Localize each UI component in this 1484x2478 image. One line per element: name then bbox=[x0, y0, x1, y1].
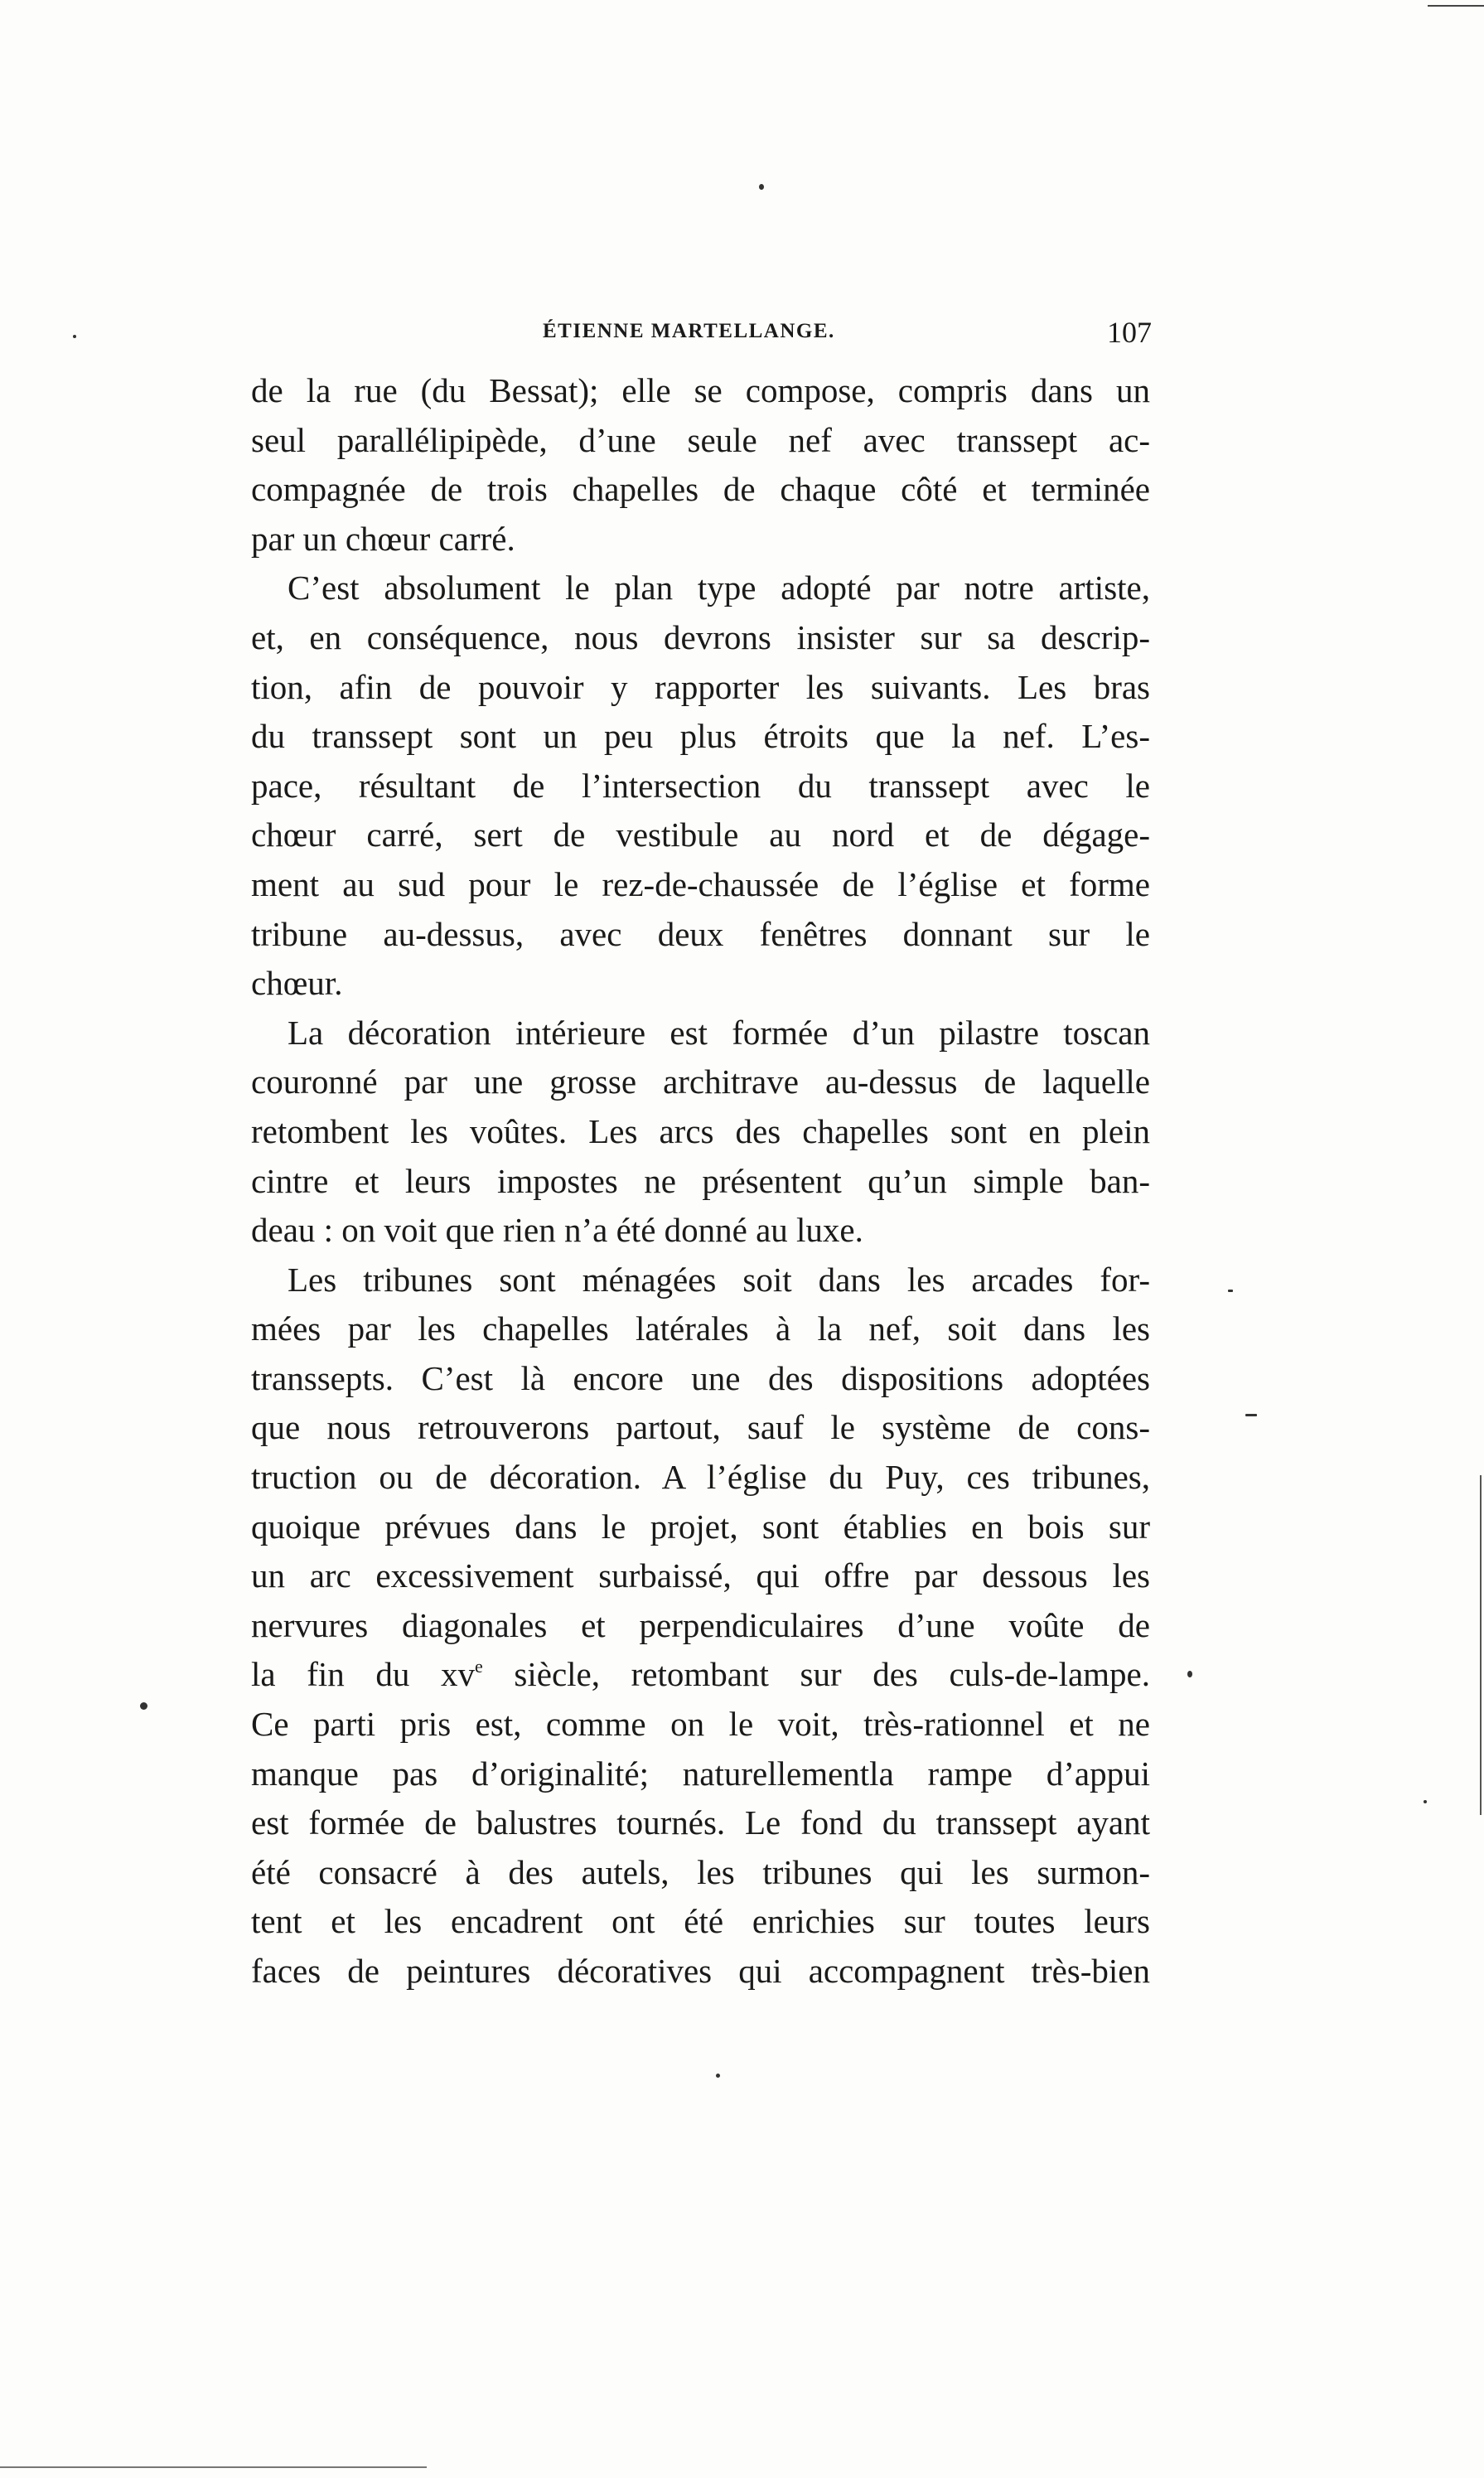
text-line: pace, résultant de l’intersection du transsept avec le bbox=[251, 766, 1150, 805]
text-line: été consacré à des autels, les tribunes qui les surmon- bbox=[251, 1852, 1150, 1891]
page-header bbox=[261, 315, 1152, 356]
scan-speck bbox=[1245, 1414, 1257, 1416]
text-line: La décoration intérieure est formée d’un pilastre toscan bbox=[288, 1013, 1150, 1052]
text-line: transsepts. C’est là encore une des dispositions adoptées bbox=[251, 1358, 1150, 1397]
scan-speck bbox=[1424, 1800, 1427, 1803]
text-line: tribune au-dessus, avec deux fenêtres donnant sur le bbox=[251, 914, 1150, 953]
body-text bbox=[251, 366, 1150, 1996]
scan-speck bbox=[1187, 1671, 1192, 1677]
scan-speck bbox=[1228, 1290, 1233, 1292]
text-line: par un chœur carré. bbox=[251, 519, 515, 558]
scan-speck bbox=[716, 2074, 720, 2078]
scan-speck bbox=[759, 184, 764, 190]
text-line: seul parallélipipède, d’une seule nef avec transsept ac- bbox=[251, 420, 1150, 459]
text-line: couronné par une grosse architrave au-dessus de laquelle bbox=[251, 1062, 1150, 1101]
text-line-with-superscript bbox=[251, 1650, 1150, 1700]
text-line: cintre et leurs impostes ne présentent qu’un simple ban- bbox=[251, 1161, 1150, 1200]
text-line: et, en conséquence, nous devrons insister sur sa descrip- bbox=[251, 617, 1150, 656]
text-line: compagnée de trois chapelles de chaque côté et terminée bbox=[251, 470, 1150, 509]
scan-edge-mark bbox=[1428, 5, 1484, 7]
text-line: Les tribunes sont ménagées soit dans les arcades for- bbox=[288, 1260, 1150, 1299]
paragraph-4 bbox=[251, 1256, 1150, 1996]
text-line: manque pas d’originalité; naturellementla rampe d’appui bbox=[251, 1754, 1150, 1793]
text-line: du transsept sont un peu plus étroits que la nef. L’es- bbox=[251, 717, 1150, 756]
scan-margin-line bbox=[1480, 1475, 1482, 1815]
running-head: ÉTIENNE MARTELLANGE. bbox=[543, 320, 835, 342]
text-line: que nous retrouverons partout, sauf le système de cons- bbox=[251, 1408, 1150, 1447]
text-line: mées par les chapelles latérales à la nef, soit dans les bbox=[251, 1309, 1150, 1348]
scan-speck bbox=[73, 335, 76, 338]
text-line: nervures diagonales et perpendiculaires d’une voûte de bbox=[251, 1605, 1150, 1644]
text-line: C’est absolument le plan type adopté par notre artiste, bbox=[288, 569, 1150, 607]
superscript: e bbox=[475, 1656, 483, 1677]
text-fragment: siècle, retombant sur des culs-de-lampe. bbox=[482, 1655, 1150, 1694]
text-line: est formée de balustres tournés. Le fond du transsept ayant bbox=[251, 1803, 1150, 1842]
text-line: retombent les voûtes. Les arcs des chapelles sont en plein bbox=[251, 1111, 1150, 1150]
text-line: tion, afin de pouvoir y rapporter les suivants. Les bras bbox=[251, 667, 1150, 706]
text-line: deau : on voit que rien n’a été donné au luxe. bbox=[251, 1211, 863, 1250]
text-line: ment au sud pour le rez-de-chaussée de l’église et forme bbox=[251, 864, 1150, 903]
text-line: faces de peintures décoratives qui accompagnent très-bien bbox=[251, 1952, 1150, 1990]
page-number: 107 bbox=[1107, 316, 1152, 349]
text-line: chœur. bbox=[251, 964, 343, 1003]
text-line: tent et les encadrent ont été enrichies sur toutes leurs bbox=[251, 1902, 1150, 1941]
paragraph-2 bbox=[251, 564, 1150, 1008]
text-line: truction ou de décoration. A l’église du Puy, ces tribunes, bbox=[251, 1458, 1150, 1497]
scan-edge-mark bbox=[0, 2466, 427, 2468]
paragraph-3 bbox=[251, 1009, 1150, 1256]
paragraph-1 bbox=[251, 366, 1150, 564]
text-line: Ce parti pris est, comme on le voit, très-rationnel et ne bbox=[251, 1705, 1150, 1744]
text-fragment: la fin du xv bbox=[251, 1655, 476, 1694]
scan-speck bbox=[140, 1702, 147, 1710]
text-line: quoique prévues dans le projet, sont établies en bois sur bbox=[251, 1507, 1150, 1546]
text-line: un arc excessivement surbaissé, qui offre par dessous les bbox=[251, 1556, 1150, 1595]
text-line: de la rue (du Bessat); elle se compose, compris dans un bbox=[251, 371, 1150, 409]
text-line: chœur carré, sert de vestibule au nord et de dégage- bbox=[251, 816, 1150, 854]
